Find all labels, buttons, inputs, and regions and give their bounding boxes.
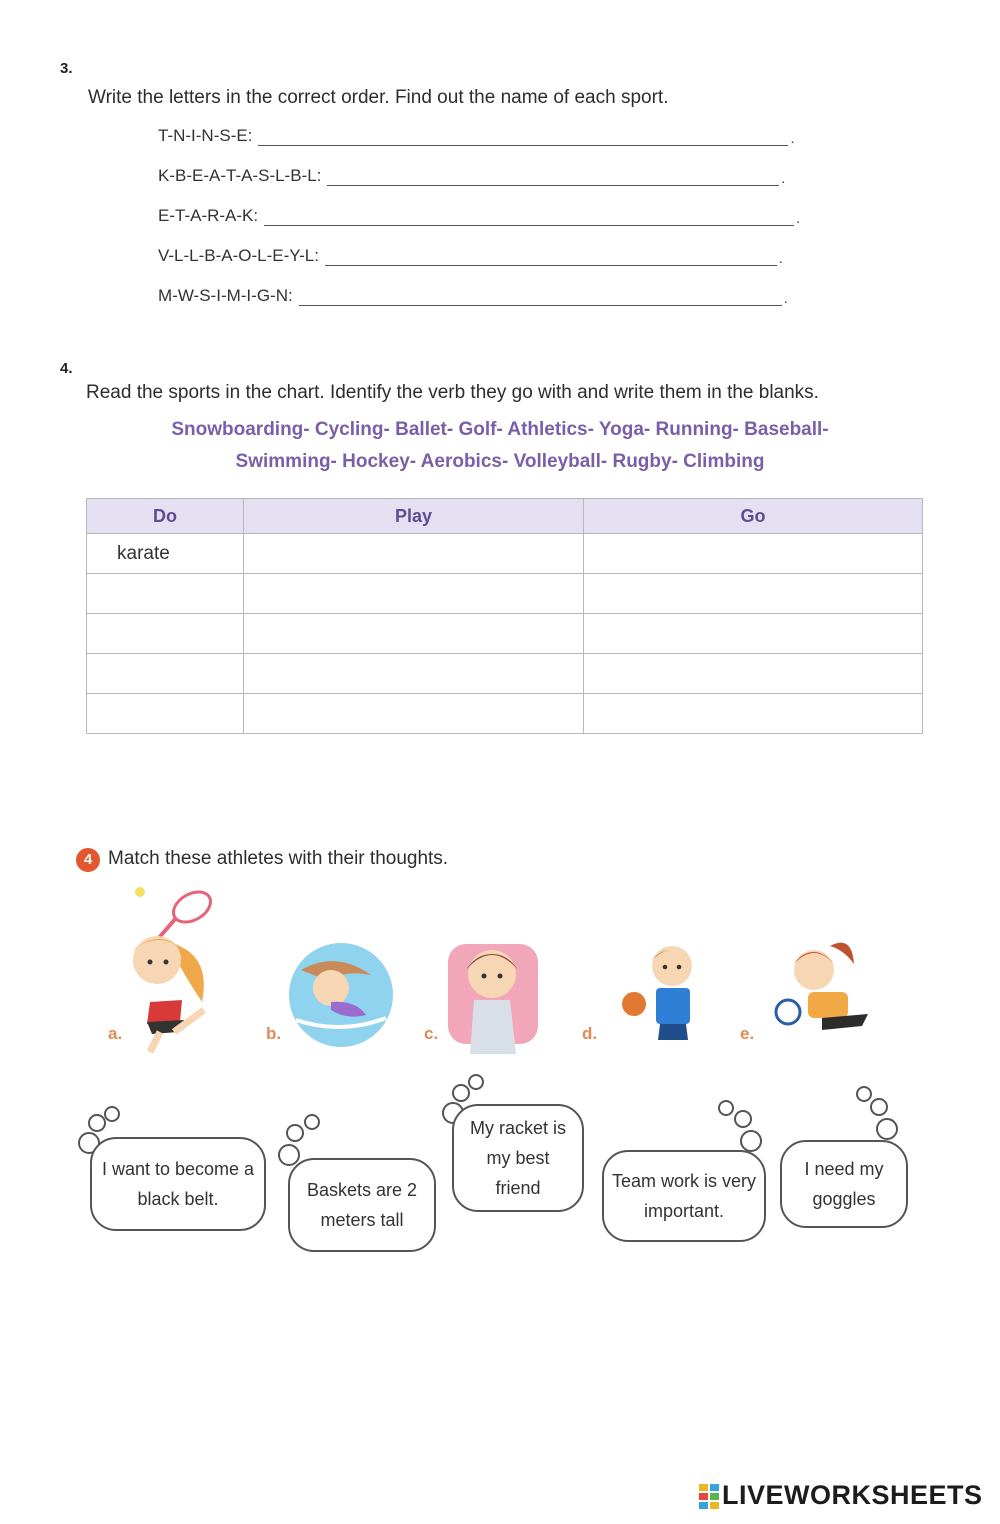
end-mark: . — [783, 290, 788, 306]
section-4-number: 4. — [60, 360, 73, 377]
bubble-ring — [304, 1114, 320, 1130]
thought-bubble[interactable] — [602, 1150, 766, 1242]
liveworksheets-logo[interactable] — [698, 1480, 983, 1511]
end-mark: . — [781, 170, 786, 186]
tennis-player-illustration — [112, 882, 232, 1062]
bubble-ring — [870, 1098, 888, 1116]
volleyball-icon — [776, 1000, 800, 1024]
table-cell[interactable] — [87, 654, 244, 694]
bubble-ring — [104, 1106, 120, 1122]
thought-bubble[interactable] — [780, 1140, 908, 1228]
swimmer-illustration — [286, 940, 396, 1050]
table-cell[interactable] — [584, 654, 923, 694]
racket-icon — [168, 886, 216, 929]
bubble-ring — [468, 1074, 484, 1090]
table-row — [87, 694, 923, 734]
table-cell[interactable] — [584, 534, 923, 574]
thought-bubble[interactable] — [452, 1104, 584, 1212]
section-5-instruction: Match these athletes with their thoughts. — [108, 848, 449, 869]
end-mark: . — [778, 250, 783, 266]
liveworksheets-icon — [698, 1482, 722, 1510]
scramble-word: E-T-A-R-A-K: — [158, 206, 259, 225]
table-cell[interactable] — [87, 614, 244, 654]
table-cell[interactable] — [244, 614, 584, 654]
tennis-ball-icon — [135, 887, 145, 897]
table-row — [87, 534, 923, 574]
table-cell[interactable] — [87, 694, 244, 734]
exercise-badge: 4 — [76, 848, 100, 872]
table-cell[interactable] — [244, 654, 584, 694]
basketball-icon — [622, 992, 646, 1016]
table-cell[interactable] — [244, 534, 584, 574]
thought-text: My racket is my best friend — [469, 1118, 566, 1198]
athlete-letter-b: b. — [266, 1024, 282, 1043]
answer-blank[interactable] — [325, 247, 777, 266]
bubble-ring — [740, 1130, 762, 1152]
scramble-row — [158, 236, 783, 266]
athlete-letter-a: a. — [108, 1024, 123, 1043]
bubble-ring — [856, 1086, 872, 1102]
end-mark: . — [796, 210, 800, 226]
thought-bubble[interactable] — [90, 1137, 266, 1231]
athlete-letter-d: d. — [582, 1024, 598, 1043]
athlete-letter-c: c. — [424, 1024, 439, 1043]
table-cell[interactable] — [584, 694, 923, 734]
header-do: Do — [87, 499, 244, 534]
bubble-ring — [734, 1110, 752, 1128]
table-cell[interactable] — [584, 614, 923, 654]
bubble-ring — [876, 1118, 898, 1140]
table-row — [87, 574, 923, 614]
thought-text: I need my goggles — [804, 1159, 884, 1209]
scramble-word: T-N-I-N-S-E: — [158, 126, 253, 145]
thought-text: I want to become a black belt. — [101, 1159, 255, 1209]
sports-list-line-2: Swimming- Hockey- Aerobics- Volleyball- Rugby- Climbing — [235, 451, 765, 472]
sports-list-line-1: Snowboarding- Cycling- Ballet- Golf- Athletics- Yoga- Running- Baseball- — [171, 419, 829, 440]
end-mark: . — [790, 130, 795, 146]
section-3-number: 3. — [60, 60, 73, 77]
table-cell[interactable] — [584, 574, 923, 614]
scramble-row — [158, 156, 785, 186]
bubble-ring — [278, 1144, 300, 1166]
table-cell[interactable] — [244, 574, 584, 614]
scramble-row — [158, 116, 794, 146]
thought-text: Team work is very important. — [611, 1171, 757, 1221]
table-cell: karate — [87, 534, 244, 574]
answer-blank[interactable] — [264, 207, 794, 226]
table-cell[interactable] — [244, 694, 584, 734]
thought-bubble[interactable] — [288, 1158, 436, 1252]
bubble-ring — [286, 1124, 304, 1142]
basketball-player-illustration — [620, 940, 720, 1055]
answer-blank[interactable] — [258, 127, 788, 146]
scramble-row — [158, 276, 788, 306]
scramble-row — [158, 196, 800, 226]
header-play: Play — [244, 499, 584, 534]
bubble-ring — [718, 1100, 734, 1116]
athlete-letter-e: e. — [740, 1024, 755, 1043]
scramble-word: V-L-L-B-A-O-L-E-Y-L: — [158, 246, 319, 265]
header-go: Go — [584, 499, 923, 534]
table-cell[interactable] — [87, 574, 244, 614]
table-row — [87, 614, 923, 654]
section-3-instruction: Write the letters in the correct order. Find out the name of each sport. — [88, 87, 669, 108]
volleyball-player-illustration — [772, 934, 872, 1049]
section-4-instruction: Read the sports in the chart. Identify the verb they go with and write them in the blanks. — [86, 382, 819, 403]
scramble-word: K-B-E-A-T-A-S-L-B-L: — [158, 166, 322, 185]
answer-blank[interactable] — [299, 287, 782, 306]
thought-text: Baskets are 2 meters tall — [306, 1180, 418, 1230]
table-row — [87, 654, 923, 694]
verb-chart — [86, 498, 923, 734]
scramble-word: M-W-S-I-M-I-G-N: — [158, 286, 293, 305]
brand-name: LIVEWORKSHEETS — [722, 1480, 983, 1510]
bubble-ring — [88, 1114, 106, 1132]
bubble-ring — [452, 1084, 470, 1102]
answer-blank[interactable] — [327, 167, 779, 186]
yoga-girl-illustration — [444, 934, 544, 1058]
